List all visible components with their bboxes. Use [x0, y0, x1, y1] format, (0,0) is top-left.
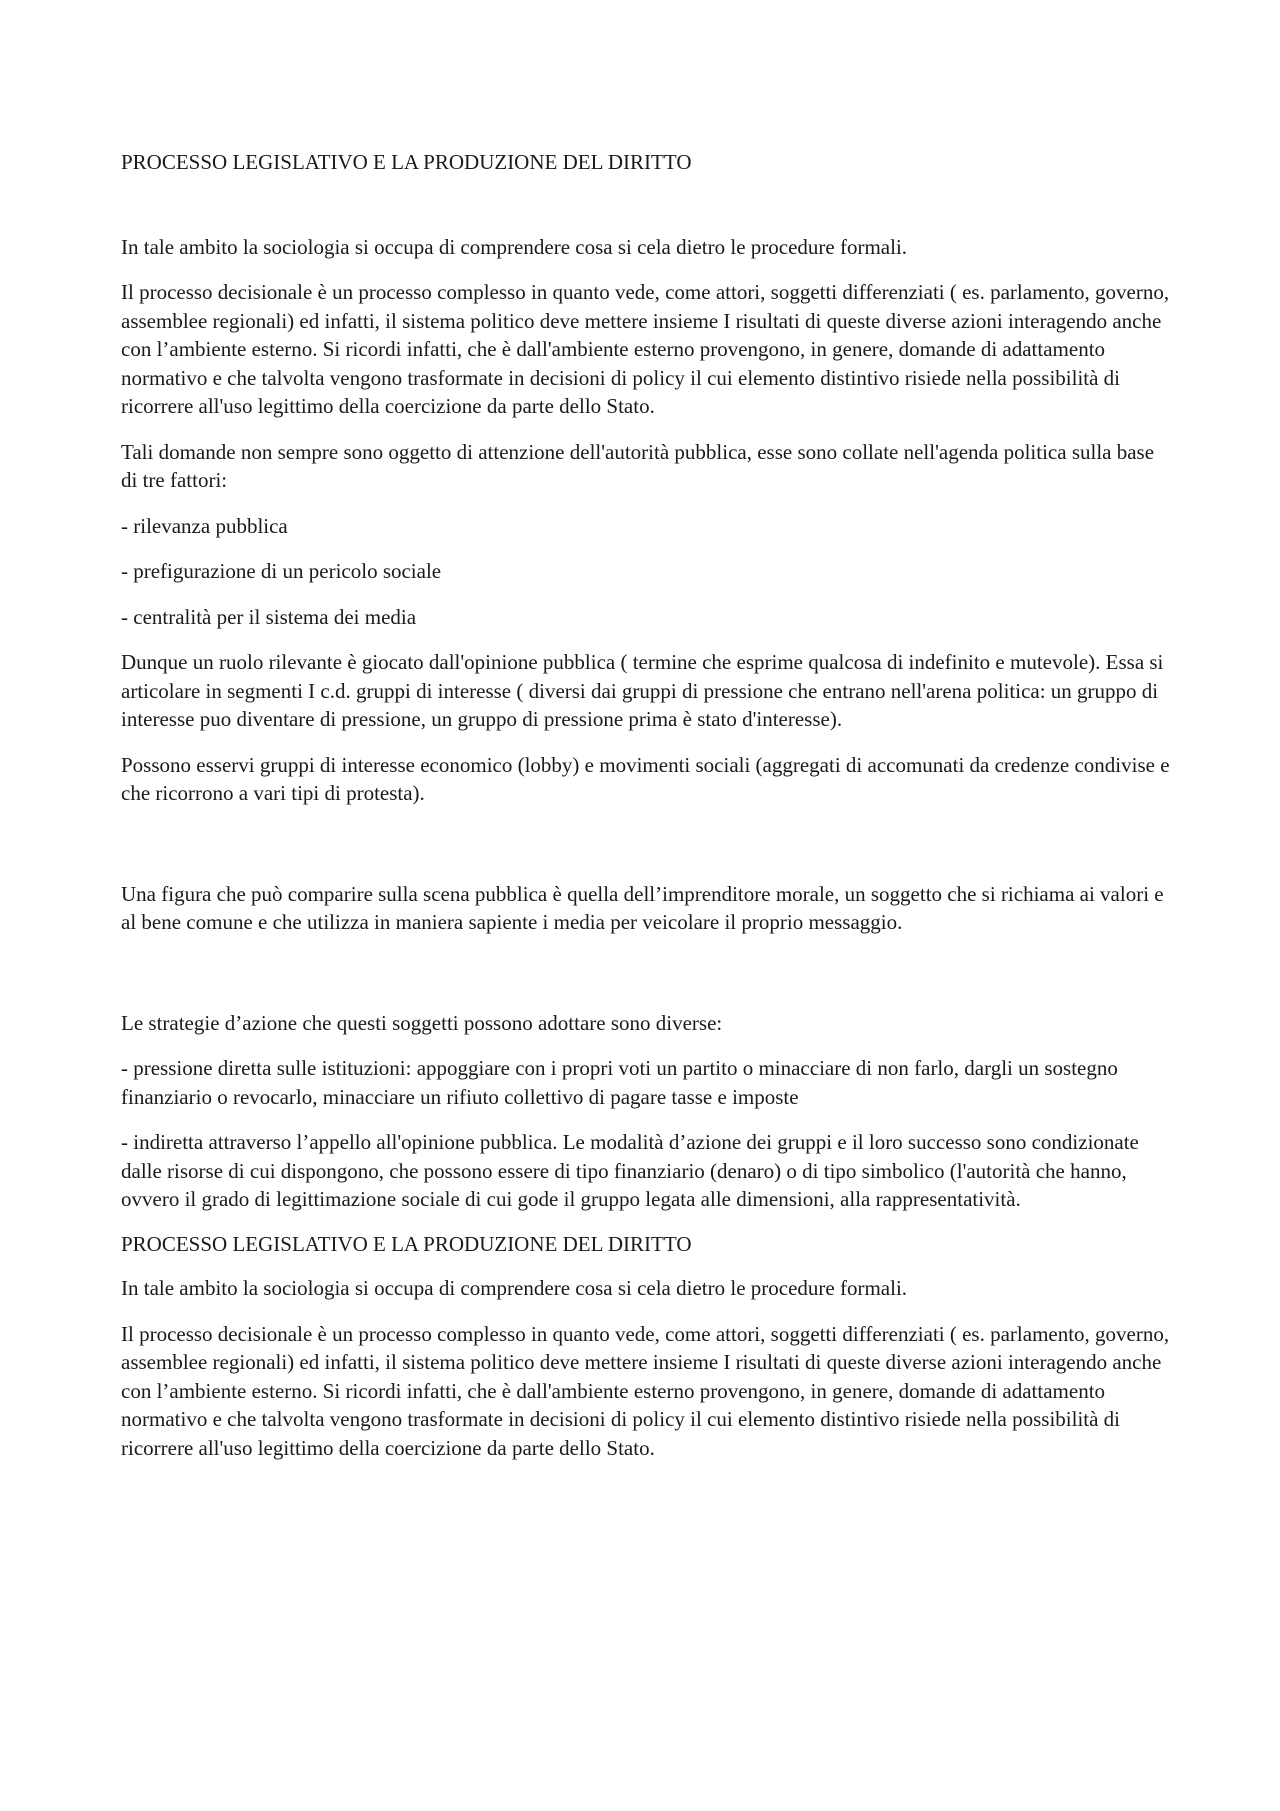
paragraph-decision-process: Il processo decisionale è un processo complesso in quanto vede, come attori, soggetti differenziati ( es. parlamento, governo, assemblee regionali) ed infatti, il sistema politico deve mettere insieme I risultati di queste diverse azioni interagendo anche con l’ambiente esterno. Si ricordi infatti, che è dall'ambiente esterno provengono, in genere, domande di adattamento normativo e che talvolta vengono trasformate in decisioni di policy il cui elemento distintivo risiede nella possibilità di ricorrere all'uso legittimo della coercizione da parte dello Stato. [121, 280, 1170, 418]
paragraph-imprenditore-morale: Una figura che può comparire sulla scena pubblica è quella dell’imprenditore morale, un soggetto che si richiama ai valori e al bene comune e che utilizza in maniera sapiente i media per veicolare il proprio messaggio. [121, 881, 1164, 934]
list-item: - prefigurazione di un pericolo sociale [121, 559, 442, 583]
paragraph-indiretta: - indiretta attraverso l’appello all'opinione pubblica. Le modalità d’azione dei gruppi e il loro successo sono condizionate dalle risorse di cui dispongono, che possono essere di tipo finanziario (denaro) o di tipo simbolico (l'autorità che hanno, ovvero il grado di legittimazione sociale di cui gode il gruppo legata alle dimensioni, alla rappresentatività. [121, 1130, 1139, 1211]
paragraph-gruppi: Possono esservi gruppi di interesse economico (lobby) e movimenti sociali (aggregati di accomunati da credenze condivise e che ricorrono a vari tipi di protesta). [121, 752, 1170, 805]
paragraph-domande: Tali domande non sempre sono oggetto di attenzione dell'autorità pubblica, esse sono collate nell'agenda politica sulla base di tre fattori: [121, 439, 1155, 492]
paragraph-intro: In tale ambito la sociologia si occupa di comprendere cosa si cela dietro le procedure formali. [121, 234, 908, 259]
list-item: - centralità per il sistema dei media [121, 604, 417, 629]
paragraph-intro-repeat: In tale ambito la sociologia si occupa di comprendere cosa si cela dietro le procedure formali. [121, 1276, 908, 1300]
paragraph-strategie: Le strategie d’azione che questi soggetti possono adottare sono diverse: [121, 1010, 723, 1035]
paragraph-opinione-pubblica: Dunque un ruolo rilevante è giocato dall'opinione pubblica ( termine che esprime qualcosa di indefinito e mutevole). Essa si articolare in segmenti I c.d. gruppi di interesse ( diversi dai gruppi di pressione che entrano nell'arena politica: un gruppo di interesse puo diventare di pressione, un gruppo di pressione prima è stato d'interesse). [121, 650, 1164, 731]
paragraph-decision-process-repeat: Il processo decisionale è un processo complesso in quanto vede, come attori, soggetti differenziati ( es. parlamento, governo, assemblee regionali) ed infatti, il sistema politico deve mettere insieme I risultati di queste diverse azioni interagendo anche con l’ambiente esterno. Si ricordi infatti, che è dall'ambiente esterno provengono, in genere, domande di adattamento normativo e che talvolta vengono trasformate in decisioni di policy il cui elemento distintivo risiede nella possibilità di ricorrere all'uso legittimo della coercizione da parte dello Stato. [121, 1321, 1170, 1460]
document-title: PROCESSO LEGISLATIVO E LA PRODUZIONE DEL DIRITTO [121, 150, 692, 174]
list-item: - rilevanza pubblica [121, 513, 288, 538]
document-page [121, 148, 1171, 1462]
paragraph-pressione-diretta: - pressione diretta sulle istituzioni: appoggiare con i propri voti un partito o minacciare di non farlo, dargli un sostegno finanziario o revocarlo, minacciare un rifiuto collettivo di pagare tasse e imposte [121, 1056, 1118, 1109]
section-title-repeat: PROCESSO LEGISLATIVO E LA PRODUZIONE DEL DIRITTO [121, 1231, 692, 1256]
